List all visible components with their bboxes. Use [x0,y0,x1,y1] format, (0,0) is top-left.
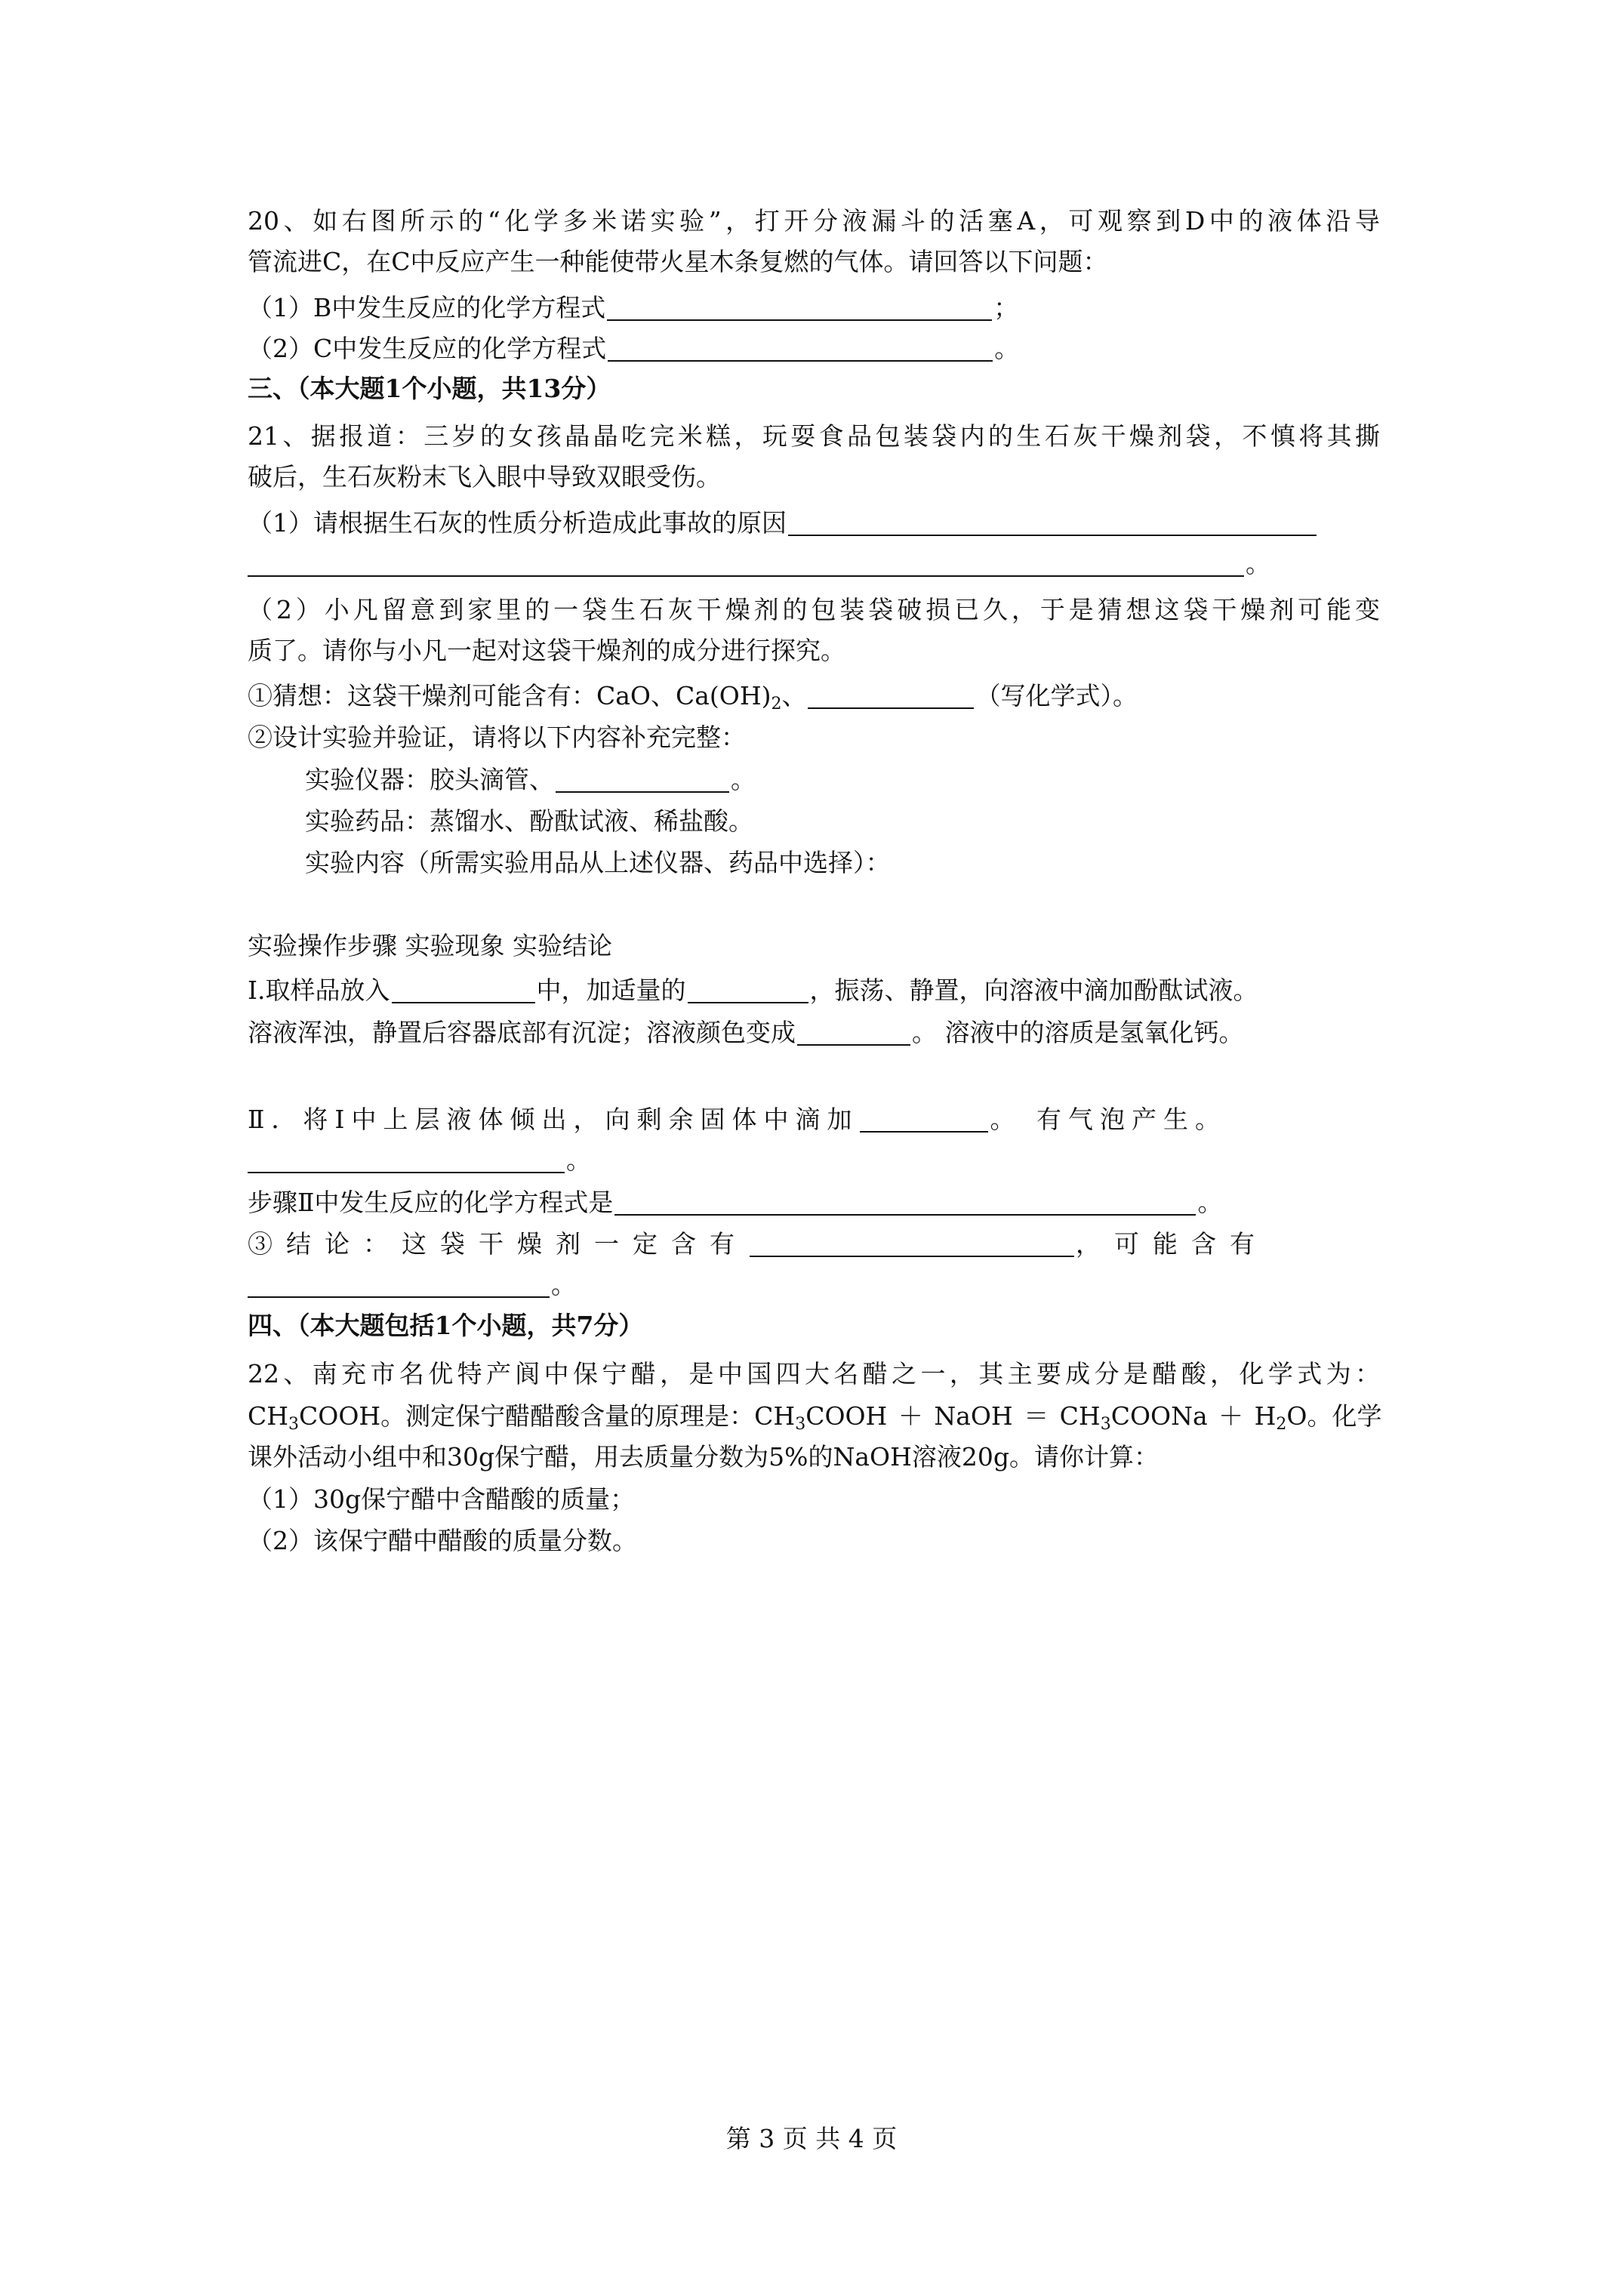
q21-sub-2-line-2 [248,632,1380,670]
q20-line-1 [248,202,1380,240]
q20-sub-1 [248,289,1380,327]
q21-step-2-cont [248,1142,1380,1179]
q21-step-1-observation-text: 溶液浑浊，静置后容器底部有沉淀；溶液颜色变成 [248,1018,796,1047]
q21-design [248,719,1380,757]
q21-step-2-blank[interactable] [860,1105,988,1133]
q22-line-1-text: 22、南充市名优特产阆中保宁醋，是中国四大名醋之一，其主要成分是醋酸，化学式为： [248,1359,1380,1388]
q21-conclusion-blank-definite[interactable] [750,1230,1074,1257]
q22-formula-sub-3: 3 [288,1415,300,1434]
q21-step-1 [248,972,1380,1009]
section-3-title-text: 三、（本大题1个小题，共13分） [248,374,611,403]
q20-sub-2-suffix: 。 [994,334,1020,363]
q21-sub-2-line-1 [248,591,1380,629]
q20-sub-2 [248,330,1380,368]
q20-line-2 [248,243,1380,281]
q20-line-2-text: 管流进C，在C中反应产生一种能使带火星木条复燃的气体。请回答以下问题： [248,247,1108,276]
q21-line-1 [248,418,1380,455]
page-number: 第 3 页 共 4 页 [725,2124,898,2153]
q21-step-1-text-c: ，振荡、静置，向溶液中滴加酚酞试液。 [809,975,1258,1005]
q21-guess-separator: 、 [781,681,807,710]
q20-line-1-text: 20、如右图所示的“化学多米诺实验”，打开分液漏斗的活塞A，可观察到D中的液体沿导 [248,206,1380,236]
q22-line-3 [248,1438,1380,1476]
q21-guess-prompt: ①猜想：这袋干燥剂可能含有：CaO、Ca(OH) [248,681,771,710]
q22-sub-1-text: （1）30g保宁醋中含醋酸的质量； [248,1484,636,1514]
q21-conclusion-blank-possible[interactable] [248,1271,550,1298]
q22-sub-2 [248,1522,1380,1560]
q21-step-2-text-a: Ⅱ．将Ⅰ中上层液体倾出，向剩余固体中滴加 [248,1105,859,1134]
q22-sub-2-text: （2）该保宁醋中醋酸的质量分数。 [248,1526,637,1555]
q21-line-2 [248,458,1380,496]
q21-sub-2-line-1-text: （2）小凡留意到家里的一袋生石灰干燥剂的包装袋破损已久，于是猜想这袋干燥剂可能变 [248,595,1380,624]
q22-formula-sub-3b: 3 [795,1415,806,1434]
q21-conclusion-end: 。 [551,1270,576,1299]
q22-line-3-text: 课外活动小组中和30g保宁醋，用去质量分数为5%的NaOH溶液20g。请你计算： [248,1442,1159,1472]
q22-equation-mid: COOH ＋ NaOH ＝ CH [805,1401,1101,1431]
q21-content-text: 实验内容（所需实验用品从上述仪器、药品中选择）： [305,848,891,877]
q22-line-1 [248,1355,1380,1393]
q21-step-2 [248,1101,1380,1139]
q21-guess-subscript: 2 [771,695,782,713]
q21-line-2-text: 破后，生石灰粉末飞入眼中导致双眼受伤。 [248,462,721,492]
q21-line-1-text: 21、据报道：三岁的女孩晶晶吃完米糕，玩耍食品包装袋内的生石灰干燥剂袋，不慎将其撕 [248,421,1380,451]
q21-sub-1-blank-b[interactable] [248,550,1244,577]
q21-instruments-suffix: 。 [731,765,756,794]
q20-sub-2-prompt: （2）C中发生反应的化学方程式 [248,334,607,363]
q21-instruments [305,761,1377,799]
section-4-title [248,1307,1380,1345]
q21-sub-1-end: 。 [1246,549,1270,578]
q21-sub-2-line-2-text: 质了。请你与小凡一起对这袋干燥剂的成分进行探究。 [248,636,845,665]
q20-sub-1-blank[interactable] [607,294,992,321]
q21-equation-suffix: 。 [1197,1188,1223,1217]
q21-equation-prompt: 步骤Ⅱ中发生反应的化学方程式是 [248,1188,614,1217]
q21-equation [248,1184,1380,1222]
q21-step-2-conclusion-blank[interactable] [248,1146,565,1173]
q22-formula-sub-3c: 3 [1100,1415,1111,1434]
q21-equation-blank[interactable] [614,1188,1196,1216]
q21-sub-1-prompt: （1）请根据生石灰的性质分析造成此事故的原因 [248,508,787,538]
q21-guess [248,677,1380,715]
section-4-title-text: 四、（本大题包括1个小题，共7分） [248,1311,644,1340]
q20-sub-1-suffix: ； [993,293,1019,322]
q22-formula-sub-2: 2 [1276,1415,1287,1434]
q22-principle-text: COOH。测定保宁醋醋酸含量的原理是：CH [299,1401,796,1431]
q22-line-2-end: O。化学 [1286,1401,1382,1431]
q21-reagents-text: 实验药品：蒸馏水、酚酞试液、稀盐酸。 [305,806,753,836]
q22-line-2 [248,1398,1380,1435]
q21-design-text: ②设计实验并验证，请将以下内容补充完整： [248,723,746,752]
q21-table-header [248,927,1380,965]
page-footer [0,2120,1623,2158]
q21-step-1-text-a: Ⅰ.取样品放入 [248,975,390,1005]
q20-sub-2-blank[interactable] [608,334,993,362]
q20-sub-1-prompt: （1）B中发生反应的化学方程式 [248,293,606,322]
q21-table-header-text: 实验操作步骤 实验现象 实验结论 [248,931,612,960]
q21-conclusion [248,1225,1380,1263]
q21-instruments-prompt: 实验仪器：胶头滴管、 [305,765,554,794]
q21-step-2-text-b: 。 有气泡产生。 [990,1105,1227,1134]
q21-step-1-blank-container[interactable] [392,976,535,1003]
q21-reagents [305,803,1377,840]
q21-step-1-conclusion-text: 。 溶液中的溶质是氢氧化钙。 [912,1018,1244,1047]
q21-guess-blank[interactable] [808,682,974,709]
q21-sub-1 [248,504,1380,542]
q21-step-1-blank-reagent[interactable] [688,976,808,1003]
q21-step-2-end: 。 [566,1145,591,1175]
q21-conclusion-text-a: ③结论：这袋干燥剂一定含有 [248,1229,748,1259]
q21-sub-1-blank-a[interactable] [788,509,1317,536]
q22-sub-1 [248,1481,1380,1518]
q22-equation-product: COONa ＋ H [1110,1401,1277,1431]
section-3-title [248,370,1380,408]
q21-content [305,844,1377,882]
q21-instruments-blank[interactable] [556,766,729,793]
q22-formula-ch: CH [248,1401,289,1431]
q21-step-1-observation [248,1014,1380,1052]
q21-guess-suffix: （写化学式）。 [975,681,1138,710]
q21-step-1-color-blank[interactable] [797,1019,910,1046]
q21-step-1-text-b: 中，加适量的 [536,975,686,1005]
q21-sub-1-cont [248,545,1380,583]
q21-conclusion-text-b: ，可能含有 [1076,1229,1268,1259]
q21-conclusion-cont [248,1266,1380,1304]
